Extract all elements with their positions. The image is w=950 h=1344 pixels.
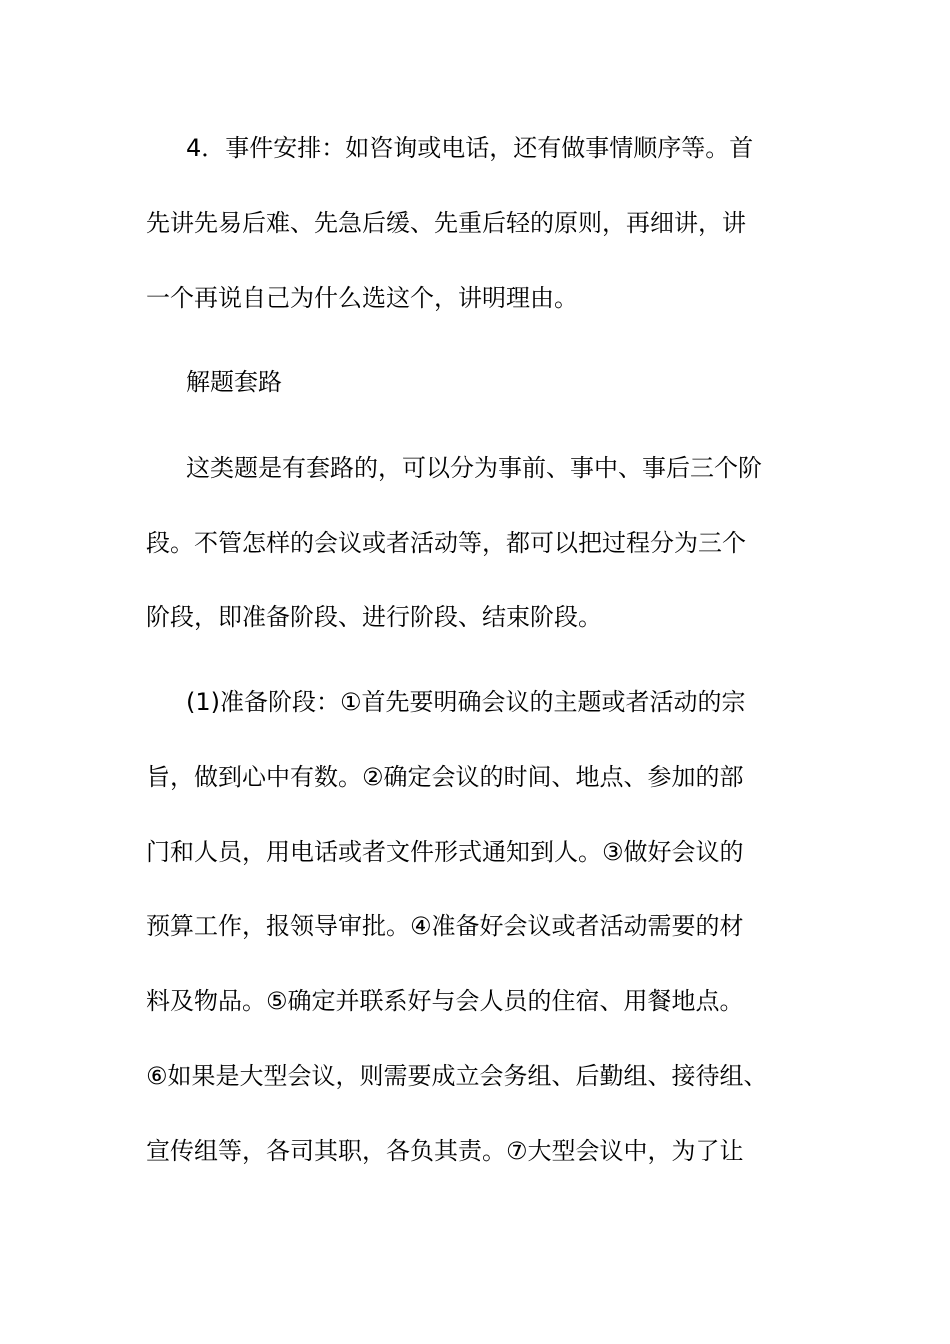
paragraph-line: 料及物品。⑤确定并联系好与会人员的住宿、用餐地点。 [146, 987, 744, 1015]
section-heading: 解题套路 [186, 368, 282, 396]
paragraph-line: 4．事件安排：如咨询或电话，还有做事情顺序等。首 [186, 134, 754, 162]
paragraph-line: ⑥如果是大型会议，则需要成立会务组、后勤组、接待组、 [146, 1062, 768, 1090]
paragraph-line: 门和人员，用电话或者文件形式通知到人。③做好会议的 [146, 838, 744, 866]
paragraph-line: 宣传组等，各司其职，各负其责。⑦大型会议中，为了让 [146, 1137, 744, 1165]
paragraph-line: (1)准备阶段：①首先要明确会议的主题或者活动的宗 [186, 688, 746, 716]
paragraph-line: 预算工作，报领导审批。④准备好会议或者活动需要的材 [146, 912, 744, 940]
paragraph-line: 段。不管怎样的会议或者活动等，都可以把过程分为三个 [146, 529, 746, 557]
paragraph-line: 一个再说自己为什么选这个，讲明理由。 [146, 284, 578, 312]
paragraph-line: 旨，做到心中有数。②确定会议的时间、地点、参加的部 [146, 763, 744, 791]
paragraph-line: 阶段，即准备阶段、进行阶段、结束阶段。 [146, 603, 602, 631]
paragraph-line: 这类题是有套路的，可以分为事前、事中、事后三个阶 [186, 454, 762, 482]
paragraph-line: 先讲先易后难、先急后缓、先重后轻的原则，再细讲，讲 [146, 209, 746, 237]
